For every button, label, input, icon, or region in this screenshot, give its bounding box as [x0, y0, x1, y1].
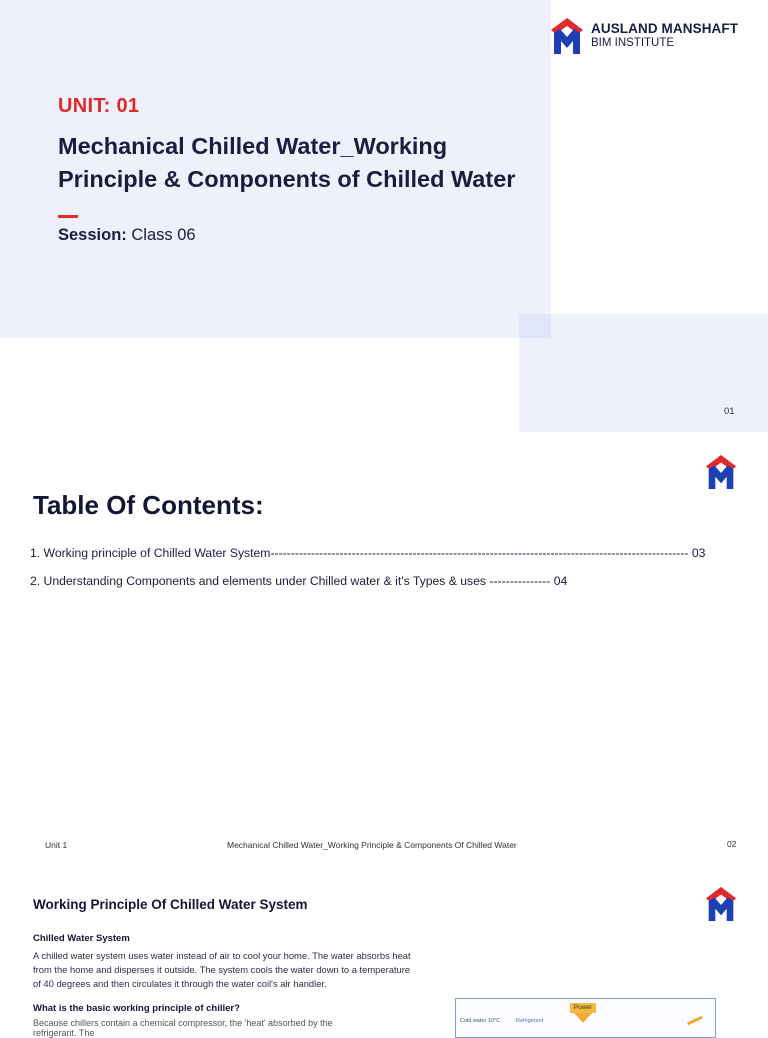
section-heading: Working Principle Of Chilled Water System — [33, 897, 308, 912]
unit-label: UNIT: 01 — [58, 95, 140, 117]
section-paragraph: A chilled water system uses water instead of air to cool your home. The water absorbs heat from the home and disperses it outside. The system cools the water down to a temperature of 40 degrees and then circulates it through the water coil's air handler. — [33, 950, 411, 989]
section-subheading: Chilled Water System — [33, 933, 130, 944]
toc-item-page: 03 — [691, 546, 706, 560]
toc-item-leader: --------------- — [489, 574, 551, 588]
session-value: Class 06 — [131, 226, 196, 244]
chiller-diagram — [455, 998, 716, 1038]
toc-list — [30, 543, 706, 599]
diagram-cold-water-label: Cold water 10°C — [460, 1018, 501, 1024]
toc-item-text: 2. Understanding Components and elements under Chilled water & it's Types & uses — [30, 574, 487, 588]
page-number: 02 — [727, 839, 737, 849]
cover-title: Mechanical Chilled Water_Working Principle & Components of Chilled Water — [58, 133, 516, 192]
footer-title: Mechanical Chilled Water_Working Principle & Components Of Chilled Water — [227, 840, 517, 850]
title-divider — [58, 215, 78, 218]
section-question: What is the basic working principle of chiller? — [33, 1003, 240, 1014]
toc-item-text: 1. Working principle of Chilled Water System — [30, 546, 271, 560]
footer-unit: Unit 1 — [45, 840, 68, 850]
logo-icon — [704, 886, 738, 922]
toc-item[interactable] — [30, 571, 590, 599]
flow-arrow-icon — [687, 1016, 703, 1025]
page-number: 01 — [724, 406, 735, 417]
toc-heading: Table Of Contents: — [33, 490, 264, 520]
power-arrow-icon — [574, 1013, 592, 1023]
session-label: Session: — [58, 226, 127, 244]
ausland-logo-icon — [550, 17, 584, 55]
session-line — [58, 226, 196, 245]
logo-icon — [704, 454, 738, 490]
brand-header — [550, 17, 738, 55]
brand-subtitle: BIM INSTITUTE — [591, 37, 675, 49]
toc-item-leader: ------------------------------------------------------------------------------------------------------- — [270, 546, 689, 560]
cover-panel-overlap — [519, 314, 551, 338]
brand-name: AUSLAND MANSHAFT — [591, 21, 739, 36]
section-cut-line: Because chillers contain a chemical compressor, the 'heat' absorbed by the refrigerant. The — [33, 1018, 333, 1038]
toc-item[interactable] — [30, 543, 706, 571]
toc-item-page: 04 — [553, 574, 568, 588]
diagram-refrigerant-label: Refrigerant — [516, 1018, 544, 1024]
diagram-power-label: Power — [570, 1003, 596, 1013]
